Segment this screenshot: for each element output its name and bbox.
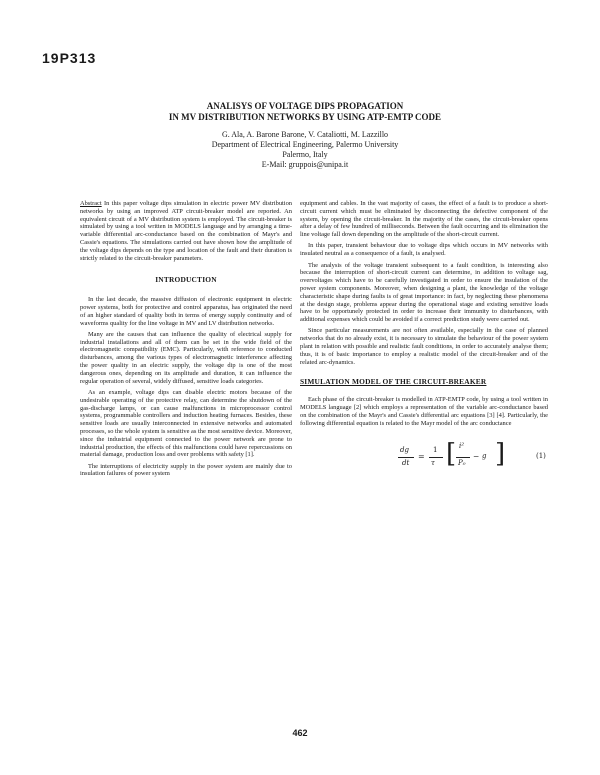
intro-paragraph-3: As an example, voltage dips can disable electric motors because of the undesirable operating of the protective relay, can determine the shutdown of the gas-discharge lamps, or can cause malfunctions in microprocessor control systems, programmable controllers and induction heating furnaces. Besides, these sensitive loads are usually interconnected in extensive networks and automated processes, so the whole system is sensitive as the most sensitive device. Moreover, since the industrial equipment connected to the power network are prone to industrial production, the effects of this malfunctions could have repercussions on material damage, production loss and over problems with safety [1].: [80, 388, 292, 459]
left-column: [80, 200, 292, 482]
eq-close-bracket: ]: [495, 439, 506, 470]
intro-paragraph-2: Many are the causes that can influence the quality of electrical supply for industrial installations and all of them can be set in the wide field of the electromagnetic compatibility (EMC). Particularly, with reference to conducted disturbances, among the various types of electromagnetic interference affecting the power quality in an electric supply, the voltage dip is one of the most dangerous ones, depending on its amplitude and duration, it can influence the regular operation of several, widely diffused, sensitive loads categories.: [80, 330, 292, 385]
right-paragraph-4: Since particular measurements are not often available, especially in the case of planned networks that do no already exist, it is necessary to simulate the behaviour of the power system plant in relation with possible and realistic fault conditions, in order to accurately analyse them; thus, it is of basic importance to employ a realistic model of the circuit-breaker and of the related arc-dynamics.: [300, 327, 548, 366]
simulation-heading: SIMULATION MODEL OF THE CIRCUIT-BREAKER: [300, 377, 487, 387]
abstract-label: Abstract: [80, 200, 102, 207]
eq-tau: τ: [431, 459, 435, 468]
simulation-paragraph-1: Each phase of the circuit-breaker is modelled in ATP-EMTP code, by using a tool written in MODELS language [2] which employs a representation of the variable arc-conductance based on the combination of the Mayr's and Cassie's differential arc equations [3] [4]. Particularly, the following differential equation is related to the Mayr model of the arc conductance: [300, 396, 548, 427]
mayr-equation: [300, 439, 548, 485]
eq-p0: P₀: [458, 459, 466, 468]
eq-i-squared: i²: [459, 442, 465, 451]
paper-title: [110, 101, 500, 123]
right-paragraph-2: In this paper, transient behaviour due to voltage dips which occurs in MV networks with insulated neutral as a consequence of a fault, is analysed.: [300, 242, 548, 258]
eq-number: (1): [536, 452, 546, 461]
eq-gm: g: [482, 452, 487, 461]
abstract-text: In this paper voltage dips simulation in electric power MV distribution networks by using an improved ATP circuit-breaker model are reported. An equivalent circuit of a MV distribution system is employed. The circuit-breaker is simulated by using a tool written in MODELS language and by arranging a time-variable differential arc-conductance based on the combination of Mayr's and Cassie's equations. The simulations carried out have shown how the amplitude of the voltage dips depends on the type and location of the fault and their duration is strictly related to the circuit-breaker parameters.: [80, 200, 292, 262]
abstract: [80, 200, 292, 262]
author-block: [130, 130, 480, 170]
affiliation: Department of Electrical Engineering, Palermo University: [211, 140, 399, 149]
eq-fraction-bar: [398, 457, 414, 458]
eq-minus-sign: −: [473, 452, 480, 462]
paper-id: 19P313: [42, 50, 97, 66]
title-line-2: IN MV DISTRIBUTION NETWORKS BY USING ATP-EMTP CODE: [168, 112, 442, 122]
eq-fraction-bar-2: [429, 457, 443, 458]
authors: G. Ala, A. Barone Barone, V. Cataliotti, M. Lazzillo: [221, 130, 389, 139]
eq-equals-sign: =: [418, 452, 425, 462]
eq-one: 1: [433, 446, 438, 455]
eq-fraction-bar-3: [456, 457, 470, 458]
title-line-1: ANALISYS OF VOLTAGE DIPS PROPAGATION: [206, 101, 404, 111]
right-paragraph-1: equipment and cables. In the vast majority of cases, the effect of a fault is to produce a short-circuit current which must be eliminated by disconnecting the defective component of the system, by opening the circuit-breaker. In the majority of the cases, the circuit-breaker opens after a delay of few hundred of milliseconds. Between the fault occurring and its elimination the line voltage fall down depending on the amplitude of the short-circuit current.: [300, 200, 548, 239]
city: Palermo, Italy: [282, 150, 328, 159]
introduction-heading: INTRODUCTION: [155, 275, 217, 285]
eq-dgm: dg: [400, 446, 409, 455]
right-column: [300, 200, 548, 485]
eq-dt: dt: [402, 459, 410, 468]
email: E-Mail: gruppois@unipa.it: [261, 160, 349, 169]
right-paragraph-3: The analysis of the voltage transient subsequent to a fault condition, is interesting also because the interruption of short-circuit current can determine, in addition to voltage sag, overvoltages which have to be carefully investigated in order to ensure the insulation of the power system components. Moreover, when designing a plant, the knowledge of the voltage characteristic shape during faults is of great importance: in fact, by neglecting these phenomena at the design stage, problems appear during the operational stage and existing sensitive loads have to be opportunely protected in order to increase their immunity to disturbances, with additional expenses which could be avoided if a correct prediction study were carried out.: [300, 261, 548, 324]
eq-open-bracket: [: [446, 439, 457, 470]
page-number: 462: [292, 728, 308, 738]
intro-paragraph-4: The interruptions of electricity supply in the power system are mainly due to insulation failures of power system: [80, 462, 292, 478]
intro-paragraph-1: In the last decade, the massive diffusion of electronic equipment in electric power systems, both for protective and control apparatus, has originated the need of an higher standard of quality both in terms of energy supply continuity and of waveforms quality for the line voltage in MV and LV distribution networks.: [80, 296, 292, 327]
